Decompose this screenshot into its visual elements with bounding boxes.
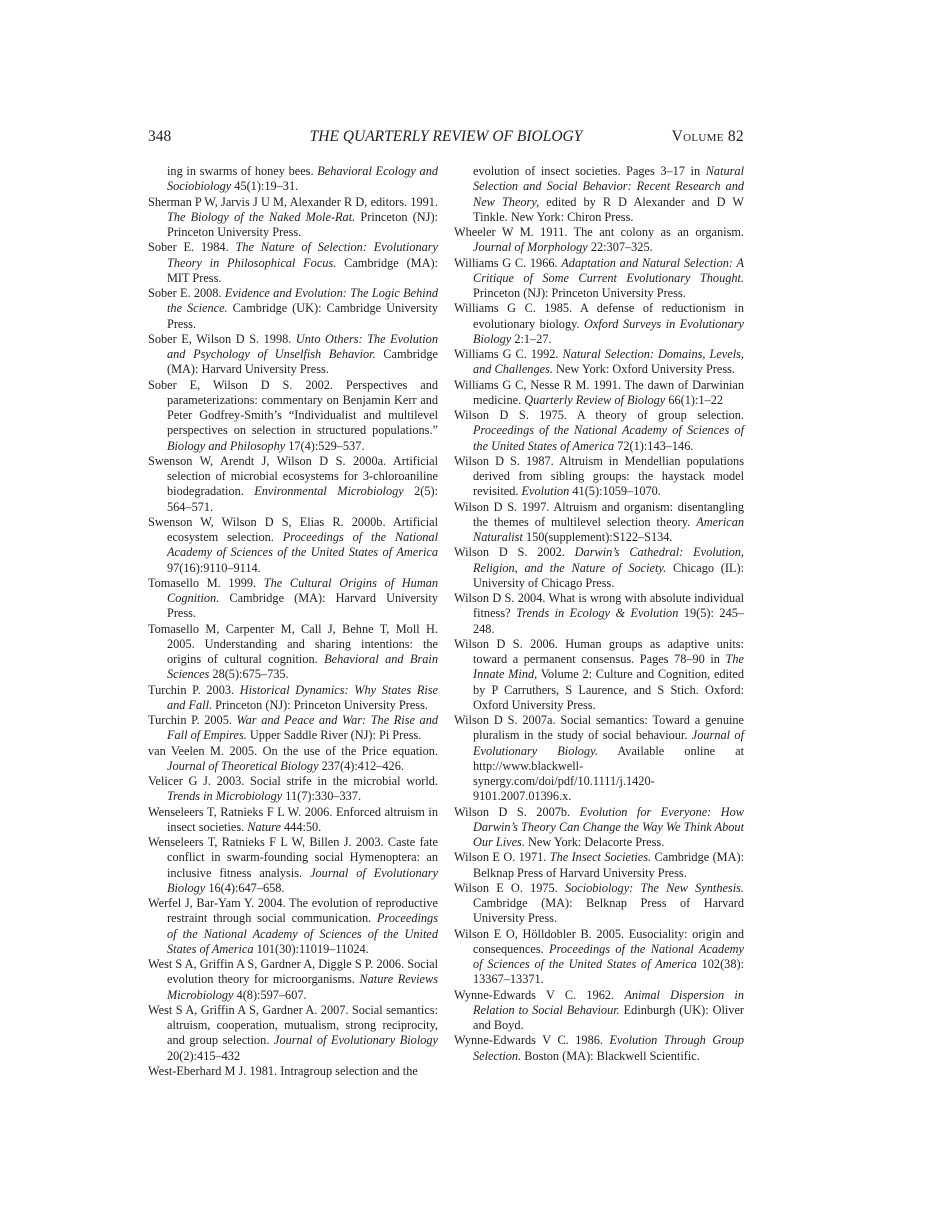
reference-text: Werfel J, Bar-Yam Y. 2004. The evolution of reproductive restraint through social communication. (148, 896, 438, 926)
reference-details: New York: Delacorte Press. (524, 835, 665, 849)
reference-details: 72(1):143–146. (614, 438, 694, 453)
reference-details: 102(38): 13367–13371. (473, 957, 744, 987)
reference-source-title: Natural Selection: Domains, Levels, and Challenges. (473, 347, 744, 377)
reference-details: 22:307–325. (587, 240, 653, 255)
reference-text: Sherman P W, Jarvis J U M, Alexander R D, editors. 1991. (148, 194, 438, 209)
reference-entry (454, 500, 744, 546)
reference-entry (454, 256, 744, 302)
reference-entry (148, 896, 438, 957)
reference-details: 237(4):412–426. (318, 758, 404, 773)
reference-source-title: Sociobiology: The New Synthesis. (564, 880, 744, 895)
reference-entry (148, 454, 438, 515)
reference-text: Wilson E O. 1971. (454, 850, 550, 865)
reference-text: West S A, Griffin A S, Gardner A, Diggle S P. 2006. Social evolution theory for microorganisms. (148, 957, 438, 987)
references-left-column (148, 164, 438, 1079)
reference-source-title: Nature Reviews Microbiology (167, 972, 438, 1002)
reference-text: van Veelen M. 2005. On the use of the Price equation. (148, 743, 438, 758)
reference-entry (148, 622, 438, 683)
reference-text: West-Eberhard M J. 1981. Intragroup selection and the (148, 1063, 418, 1078)
reference-text: West S A, Griffin A S, Gardner A. 2007. Social semantics: altruism, cooperation, mutualism, strong reciprocity, and group selection. (148, 1002, 438, 1048)
reference-text: Wenseleers T, Ratnieks F L W. 2006. Enforced altruism in insect societies. (148, 804, 438, 834)
reference-source-title: Darwin’s Cathedral: Evolution, Religion, and the Nature of Society. (473, 545, 744, 575)
reference-entry (454, 545, 744, 591)
reference-source-title: Evolution Through Group Selection. (473, 1033, 744, 1063)
reference-source-title: Journal of Evolutionary Biology (273, 1033, 439, 1048)
reference-entry (148, 195, 438, 241)
reference-details: Princeton (NJ): Princeton University Press. (167, 209, 438, 239)
reference-details: Cambridge (MA): Belknap Press of Harvard University Press. (473, 896, 744, 926)
reference-source-title: The Innate Mind, (473, 652, 744, 682)
reference-source-title: Trends in Microbiology (167, 789, 283, 804)
reference-source-title: Journal of Evolutionary Biology (167, 865, 438, 895)
reference-entry (148, 713, 438, 744)
reference-details: Chicago (IL): University of Chicago Press. (473, 560, 744, 590)
reference-entry (454, 988, 744, 1034)
reference-text: Wilson D S. 1975. A theory of group selection. (454, 408, 744, 422)
reference-entry (148, 164, 438, 195)
reference-source-title: Natural Selection and Social Behavior: Recent Research and New Theory, (473, 164, 744, 209)
reference-entry (454, 164, 744, 225)
reference-entry (148, 240, 438, 286)
reference-text: Wilson D S. 2007b. (454, 804, 580, 819)
volume-label: Volume 82 (671, 128, 744, 145)
reference-entry (454, 881, 744, 927)
reference-entry (454, 850, 744, 881)
reference-text: Wilson D S. 2004. What is wrong with absolute individual fitness? (454, 591, 744, 621)
reference-text: Turchin P. 2003. (148, 682, 240, 697)
reference-source-title: Nature (247, 819, 281, 834)
reference-details: 20(2):415–432 (167, 1048, 241, 1063)
reference-details: Cambridge (MA): MIT Press. (167, 255, 438, 285)
reference-details: Cambridge (MA): Harvard University Press. (167, 591, 438, 621)
reference-source-title: Evidence and Evolution: The Logic Behind the Science. (167, 286, 438, 316)
reference-text: evolution of insect societies. Pages 3–17 in (473, 164, 706, 178)
reference-details: Boston (MA): Blackwell Scientific. (521, 1048, 700, 1063)
reference-details: Princeton (NJ): Princeton University Press. (212, 697, 428, 712)
reference-source-title: Unto Others: The Evolution and Psychology of Unselfish Behavior. (167, 331, 438, 361)
reference-details: Edinburgh (UK): Oliver and Boyd. (473, 1002, 745, 1032)
reference-details: 444:50. (280, 819, 322, 834)
reference-entry (148, 744, 438, 775)
reference-details: 101(30):11019–11024. (253, 941, 369, 956)
reference-details: edited by R D Alexander and D W Tinkle. New York: Chiron Press. (473, 194, 744, 224)
reference-text: Wilson D S. 2007a. Social semantics: Toward a genuine pluralism in the study of social behaviour. (454, 713, 744, 743)
reference-details: 19(5): 245–248. (473, 606, 745, 636)
reference-entry (454, 347, 744, 378)
reference-source-title: Journal of Theoretical Biology (167, 758, 319, 773)
reference-details: 16(4):647–658. (205, 880, 285, 895)
reference-text: Sober E. 2008. (148, 286, 225, 300)
reference-text: Wilson D S. 2006. Human groups as adaptive units: toward a permanent consensus. Pages 78–90 in (454, 636, 744, 666)
reference-text: Wynne-Edwards V C. 1986. (454, 1033, 610, 1048)
reference-source-title: Historical Dynamics: Why States Rise and Fall. (167, 682, 438, 712)
reference-text: Wenseleers T, Ratnieks F L W, Billen J. 2003. Caste fate conflict in swarm-founding social Hymenoptera: an inclusive fitness analysis. (148, 835, 438, 880)
reference-details: 97(16):9110–9114. (167, 560, 261, 575)
reference-source-title: Journal of Morphology (473, 240, 588, 255)
reference-details: Cambridge (MA): Harvard University Press. (167, 347, 438, 377)
reference-details: 2:1–27. (511, 331, 552, 346)
reference-text: Wilson E O, Hölldobler B. 2005. Eusociality: origin and consequences. (454, 926, 744, 956)
running-header (148, 128, 744, 150)
reference-details: 2(5): 564–571. (167, 484, 439, 514)
reference-source-title: Adaptation and Natural Selection: A Critique of Some Current Evolutionary Thought. (473, 255, 744, 285)
reference-details: 66(1):1–22 (665, 392, 723, 407)
reference-source-title: War and Peace and War: The Rise and Fall of Empires. (167, 713, 438, 743)
reference-text: Swenson W, Arendt J, Wilson D S. 2000a. Artificial selection of microbial ecosystems for 3-chloroaniline biodegradation. (148, 453, 438, 499)
reference-details: Volume 2: Culture and Cognition, edited by P Carruthers, S Laurence, and S Stich. Oxford: Oxford University Press. (473, 667, 744, 712)
reference-source-title: The Cultural Origins of Human Cognition. (167, 575, 438, 605)
reference-source-title: Proceedings of the National Academy of Sciences of the United States of America (473, 941, 744, 971)
reference-text: Velicer G J. 2003. Social strife in the microbial world. (148, 774, 438, 788)
reference-text: Williams G C. 1992. (454, 347, 563, 361)
reference-text: Sober E, Wilson D S. 2002. Perspectives and parameterizations: commentary on Benjamin Kerr and Peter Godfrey-Smith’s “Individualist and multilevel perspectives on selection in structured populations.” (148, 377, 438, 438)
reference-text: Tomasello M. 1999. (148, 575, 264, 590)
reference-entry (454, 408, 744, 454)
reference-details: Cambridge (UK): Cambridge University Press. (167, 301, 439, 331)
reference-source-title: Proceedings of the National Academy of Sciences of the United States of America (473, 423, 744, 453)
reference-source-title: Evolution (521, 484, 570, 499)
reference-source-title: Behavioral and Brain Sciences (167, 652, 438, 682)
reference-entry (454, 591, 744, 637)
reference-text: Wilson D S. 1997. Altruism and organism: disentangling the themes of multilevel selection theory. (454, 499, 744, 529)
reference-entry (454, 805, 744, 851)
reference-text: Swenson W, Wilson D S, Elias R. 2000b. Artificial ecosystem selection. (148, 514, 438, 544)
reference-entry (148, 286, 438, 332)
reference-details: 150(supplement):S122–S134. (522, 530, 673, 544)
reference-source-title: Trends in Ecology & Evolution (516, 606, 679, 621)
reference-entry (454, 454, 744, 500)
reference-entry (454, 301, 744, 347)
reference-entry (148, 683, 438, 714)
reference-text: Turchin P. 2005. (148, 713, 237, 727)
reference-source-title: Animal Dispersion in Relation to Social Behaviour. (473, 987, 744, 1017)
reference-text: Sober E. 1984. (148, 240, 236, 255)
references-right-column (454, 164, 744, 1064)
reference-text: Wilson D S. 2002. (454, 545, 575, 560)
reference-details: Cambridge (MA): Belknap Press of Harvard University Press. (473, 850, 744, 880)
reference-details: New York: Oxford University Press. (552, 362, 735, 377)
reference-entry (148, 332, 438, 378)
reference-entry (148, 576, 438, 622)
reference-text: Williams G C. 1985. A defense of reductionism in evolutionary biology. (454, 301, 744, 331)
reference-source-title: The Insect Societies. (549, 850, 652, 865)
reference-entry (148, 1003, 438, 1064)
journal-title: THE QUARTERLY REVIEW OF BIOLOGY (309, 128, 583, 145)
page-number: 348 (148, 128, 172, 145)
reference-entry (454, 378, 744, 409)
reference-details: 45(1):19–31. (231, 179, 299, 194)
reference-entry (454, 637, 744, 713)
reference-details: 11(7):330–337. (282, 789, 362, 804)
reference-details: Upper Saddle River (NJ): Pi Press. (246, 728, 422, 743)
reference-entry (454, 713, 744, 805)
reference-source-title: American Naturalist (473, 514, 744, 544)
reference-entry (148, 774, 438, 805)
reference-entry (148, 957, 438, 1003)
reference-entry (454, 927, 744, 988)
reference-entry (454, 225, 744, 256)
reference-entry (148, 805, 438, 836)
reference-details: 41(5):1059–1070. (569, 484, 661, 499)
reference-details: Princeton (NJ): Princeton University Press. (473, 286, 686, 300)
reference-details: 17(4):529–537. (285, 438, 365, 453)
reference-source-title: Journal of Evolutionary Biology. (473, 728, 744, 758)
reference-source-title: Quarterly Review of Biology (524, 392, 666, 407)
reference-details: 28(5):675–735. (209, 667, 289, 682)
reference-source-title: Behavioral Ecology and Sociobiology (167, 164, 438, 194)
reference-source-title: Proceedings of the National Academy of Sciences of the United States of America (167, 911, 438, 956)
reference-details: 4(8):597–607. (233, 987, 307, 1002)
reference-source-title: Biology and Philosophy (167, 438, 286, 453)
reference-entry (148, 1064, 438, 1079)
reference-text: Wilson D S. 1987. Altruism in Mendellian populations derived from sibling groups: the haystack model revisited. (454, 453, 744, 499)
reference-entry (148, 515, 438, 576)
reference-entry (148, 378, 438, 454)
reference-details: Available online at http://www.blackwell-synergy.com/doi/pdf/10.1111/j.1420-9101.2007.01396.x. (473, 743, 745, 804)
reference-text: Williams G C, Nesse R M. 1991. The dawn of Darwinian medicine. (454, 377, 744, 407)
reference-text: Wheeler W M. 1911. The ant colony as an organism. (454, 225, 744, 239)
reference-source-title: Environmental Microbiology (254, 484, 404, 499)
reference-source-title: Oxford Surveys in Evolutionary Biology (473, 316, 744, 346)
reference-source-title: The Nature of Selection: Evolutionary Theory in Philosophical Focus. (167, 240, 438, 270)
reference-source-title: Evolution for Everyone: How Darwin’s Theory Can Change the Way We Think About Our Lives. (473, 804, 744, 849)
reference-entry (454, 1033, 744, 1064)
reference-text: Tomasello M, Carpenter M, Call J, Behne T, Moll H. 2005. Understanding and sharing intentions: the origins of cultural cognition. (148, 621, 438, 666)
reference-text: ing in swarms of honey bees. (167, 164, 318, 178)
reference-text: Wilson E O. 1975. (454, 880, 565, 895)
reference-text: Wynne-Edwards V C. 1962. (454, 987, 625, 1002)
reference-source-title: The Biology of the Naked Mole-Rat. (167, 209, 356, 224)
reference-text: Sober E, Wilson D S. 1998. (148, 331, 296, 346)
reference-text: Williams G C. 1966. (454, 255, 562, 270)
reference-source-title: Proceedings of the National Academy of Sciences of the United States of America (167, 530, 438, 560)
reference-entry (148, 835, 438, 896)
